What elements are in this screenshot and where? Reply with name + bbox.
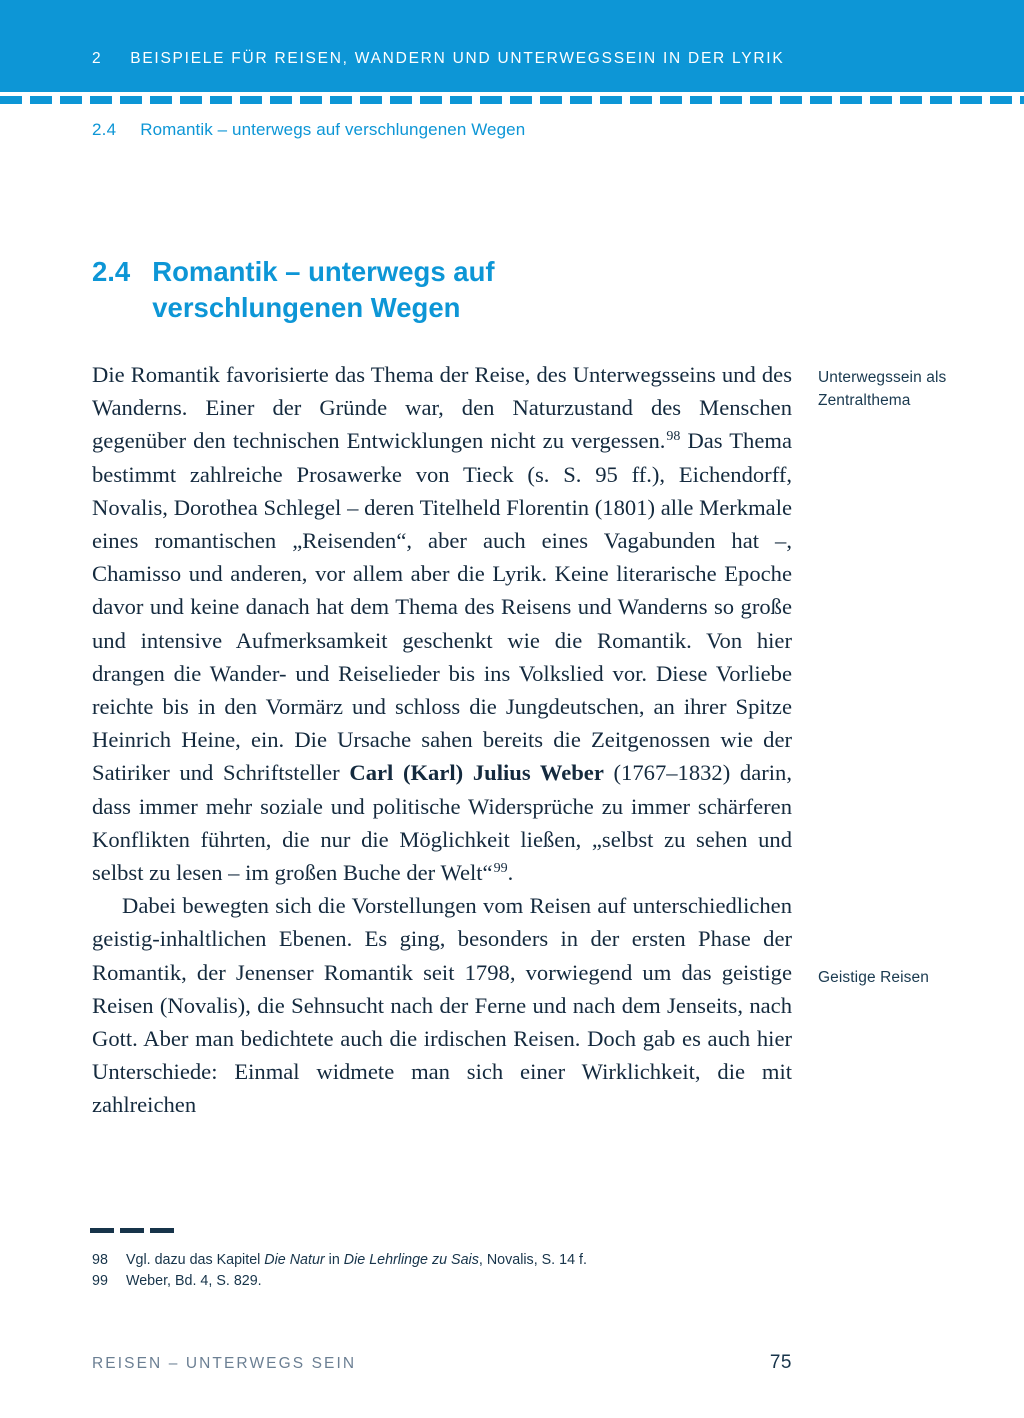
body-paragraph-2: Dabei bewegten sich die Vorstellungen vom Reisen auf unterschiedlichen geistig-inhaltlichen Ebenen. Es ging, besonders in der ersten Phase der Romantik, der Jenenser Romantik seit 1798, vorwiegend um das geistige Reisen (Novalis), die Sehnsucht nach der Ferne und nach dem Jenseits, nach Gott. Aber man bedichtete auch die irdischen Reisen. Doch gab es auch hier Unterschiede: Einmal widmete man sich einer Wirklichkeit, die mit zahlreichen: [92, 893, 792, 1118]
running-head-content: [92, 50, 784, 68]
running-head-chapter-title: BEISPIELE FÜR REISEN, WANDERN UND UNTERWEGSSEIN IN DER LYRIK: [130, 50, 785, 67]
page-number: 75: [769, 1352, 792, 1373]
footnote-item: [92, 1250, 852, 1271]
body-p1-part2: Das Thema bestimmt zahlreiche Prosawerke von Tieck (s. S. 95 ff.), Eichendorff, Novalis, Dorothea Schlegel – deren Titelheld Florentin (1801) alle Merkmale eines romantischen „Reisenden“, aber auch eines Vagabunden hat –, Chamisso und anderen, vor allem aber die Lyrik. Keine literarische Epoche davor und keine danach hat dem Thema des Reisens und Wanderns so große und intensive Aufmerksamkeit geschenkt wie die Romantik. Von hier drangen die Wander- und Reiselieder bis ins Volkslied vor. Diese Vorliebe reichte bis in den Vormärz und schloss die Jungdeutschen, an ihrer Spitze Heinrich Heine, ein. Die Ursache sahen bereits die Zeitgenossen wie der Satiriker und Schriftsteller: [92, 428, 792, 786]
margin-note-geistige-reisen: Geistige Reisen: [818, 969, 929, 986]
section-heading-number: 2.4: [92, 256, 131, 287]
running-head-bar: [0, 0, 1024, 92]
footer-book-title: REISEN – UNTERWEGS SEIN: [92, 1355, 357, 1372]
footnote-reference-99[interactable]: 99: [493, 860, 508, 876]
body-p1-part3: (1767–1832) darin, dass immer mehr soziale und politische Widersprüche zu immer schärferen Konflikten führten, die nur die Möglichkeit ließen, „selbst zu sehen und selbst zu lesen – im großen Buche der Welt“: [92, 760, 792, 886]
body-paragraph-1: [92, 358, 792, 889]
footnote-text-plain-2: in: [324, 1252, 344, 1268]
footnote-separator-rule: [90, 1228, 180, 1233]
footnote-title-italic-1: Die Natur: [264, 1252, 325, 1268]
margin-note-unterwegssein: Unterwegssein als Zentralthema: [818, 369, 947, 409]
breadcrumb-number: 2.4: [92, 120, 117, 139]
page-footer: [92, 1352, 792, 1374]
page-title: [92, 254, 752, 326]
breadcrumb-title: Romantik – unterwegs auf verschlungenen Wegen: [140, 120, 526, 139]
footnote-title-italic-2: Die Lehrlinge zu Sais: [343, 1252, 479, 1268]
footnote-text-plain-1: Weber, Bd. 4, S. 829.: [126, 1272, 262, 1289]
footnote-number: 98: [92, 1252, 108, 1268]
footnote-number: 99: [92, 1272, 108, 1289]
footnote-text: [126, 1271, 262, 1292]
body-p1-part1: Die Romantik favorisierte das Thema der Reise, des Unterwegsseins und des Wanderns. Einer der Gründe war, den Naturzustand des Menschen gegenüber den technischen Entwicklungen nicht zu vergessen.: [92, 362, 792, 454]
running-head-chapter-number: 2: [92, 50, 103, 67]
footnote-item: [92, 1271, 852, 1292]
footnote-text-plain-1: Vgl. dazu das Kapitel: [126, 1252, 265, 1268]
header-dashed-divider: [0, 96, 1024, 104]
body-text-column: [92, 358, 792, 1122]
body-p1-bold-name: Carl (Karl) Julius Weber: [349, 760, 604, 786]
footnote-block: [92, 1250, 852, 1291]
body-p1-part4: .: [507, 860, 514, 886]
section-breadcrumb: [92, 120, 525, 140]
footnote-text: [126, 1250, 587, 1271]
footnote-text-plain-3: , Novalis, S. 14 f.: [478, 1252, 587, 1268]
footnote-reference-98[interactable]: 98: [666, 428, 681, 444]
section-heading-title: Romantik – unterwegs auf verschlungenen Wegen: [152, 256, 495, 323]
